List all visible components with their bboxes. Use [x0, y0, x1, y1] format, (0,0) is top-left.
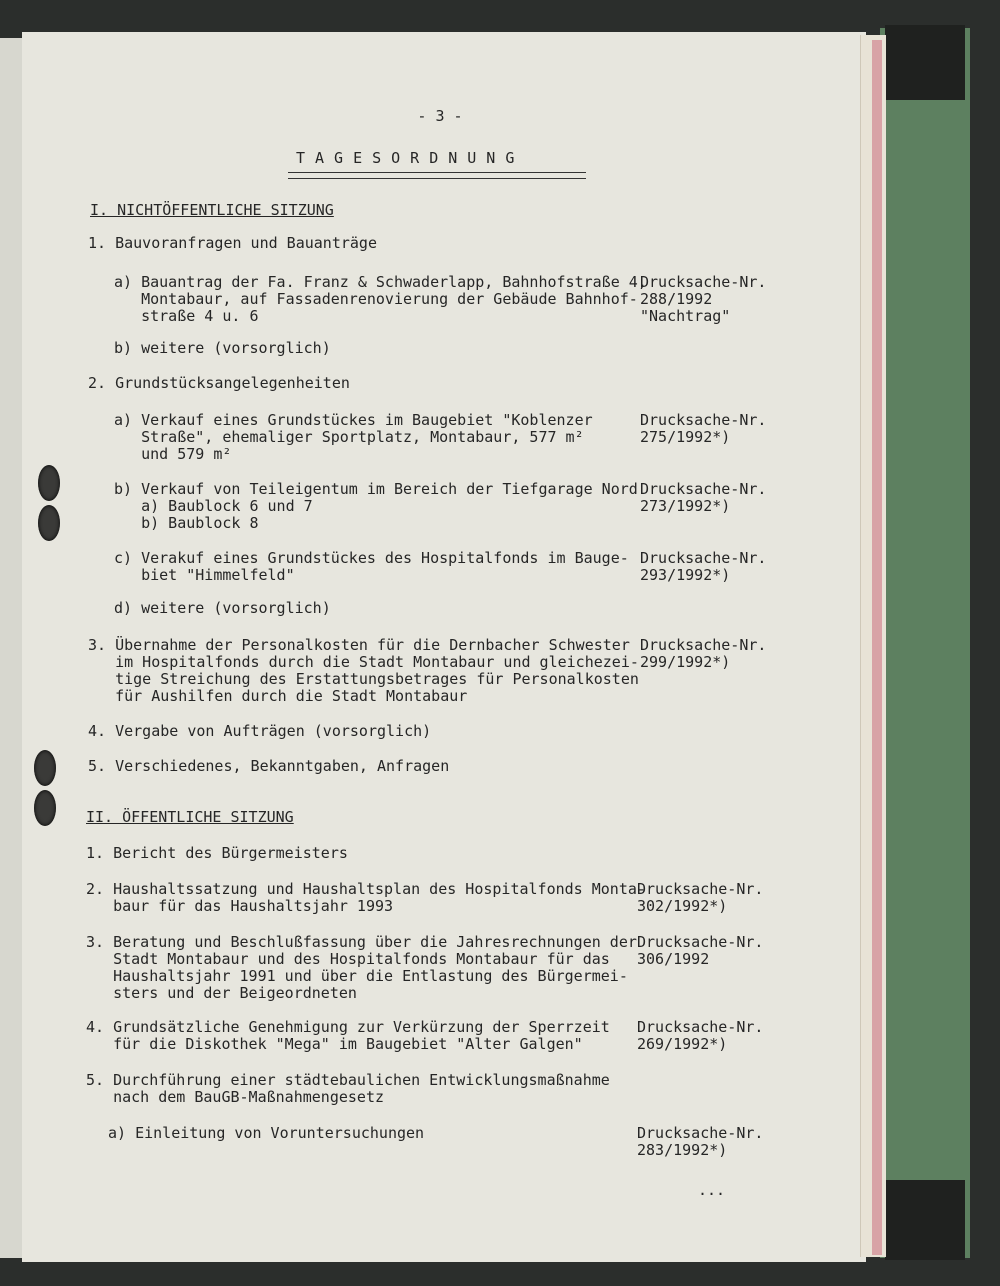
- drucksache-reference: Drucksache-Nr. 299/1992*): [640, 636, 767, 671]
- binder-cover: [880, 28, 970, 1258]
- agenda-item-text: a) Einleitung von Voruntersuchungen: [108, 1124, 425, 1142]
- section-heading: I. NICHTÖFFENTLICHE SITZUNG: [90, 201, 334, 219]
- agenda-item-text: 1. Bericht des Bürgermeisters: [86, 844, 348, 862]
- agenda-item-text: b) weitere (vorsorglich): [114, 339, 331, 357]
- agenda-item-text: 1. Bauvoranfragen und Bauanträge: [88, 234, 377, 252]
- previous-page-edge: [0, 38, 24, 1258]
- agenda-item-text: 5. Verschiedenes, Bekanntgaben, Anfragen: [88, 757, 450, 775]
- page-number: - 3 -: [417, 107, 463, 125]
- drucksache-reference: Drucksache-Nr. 273/1992*): [640, 480, 767, 515]
- drucksache-reference: Drucksache-Nr. 302/1992*): [637, 880, 764, 915]
- agenda-item-text: 4. Grundsätzliche Genehmigung zur Verkürzung der Sperrzeit für die Diskothek "Mega" im Baugebiet "Alter Galgen": [86, 1018, 610, 1053]
- punch-hole: [38, 465, 60, 501]
- page-title: TAGESORDNUNG: [296, 149, 525, 167]
- punch-hole: [38, 505, 60, 541]
- punch-hole: [34, 750, 56, 786]
- drucksache-reference: Drucksache-Nr. 288/1992 "Nachtrag": [640, 273, 767, 325]
- agenda-item-text: 3. Übernahme der Personalkosten für die Dernbacher Schwester im Hospitalfonds durch die Stadt Montabaur und gleichezei- tige Streichung des Erstattungsbetrages für Personalkosten für Aushilfen durch die Stadt Montabaur: [88, 636, 639, 705]
- agenda-item-text: d) weitere (vorsorglich): [114, 599, 331, 617]
- agenda-item-text: a) Bauantrag der Fa. Franz & Schwaderlapp, Bahnhofstraße 4, Montabaur, auf Fassadenrenovierung der Gebäude Bahnhof- straße 4 u. 6: [114, 273, 647, 325]
- drucksache-reference: Drucksache-Nr. 275/1992*): [640, 411, 767, 446]
- drucksache-reference: Drucksache-Nr. 293/1992*): [640, 549, 767, 584]
- punch-hole: [34, 790, 56, 826]
- agenda-item-text: b) Verkauf von Teileigentum im Bereich der Tiefgarage Nord a) Baublock 6 und 7 b) Baublock 8: [114, 480, 638, 532]
- agenda-item-text: 2. Haushaltssatzung und Haushaltsplan des Hospitalfonds Monta- baur für das Haushaltsjahr 1993: [86, 880, 646, 915]
- drucksache-reference: Drucksache-Nr. 283/1992*): [637, 1124, 764, 1159]
- section-heading: II. ÖFFENTLICHE SITZUNG: [86, 808, 294, 826]
- drucksache-reference: Drucksache-Nr. 306/1992: [637, 933, 764, 968]
- agenda-item-text: 3. Beratung und Beschlußfassung über die Jahresrechnungen der Stadt Montabaur und des Hospitalfonds Montabaur für das Haushaltsjahr 1991 und über die Entlastung des Bürgermei- sters und der Beigeordneten: [86, 933, 637, 1002]
- agenda-item-text: c) Verakuf eines Grundstückes des Hospitalfonds im Bauge- biet "Himmelfeld": [114, 549, 629, 584]
- drucksache-reference: Drucksache-Nr. 269/1992*): [637, 1018, 764, 1053]
- divider-edge: [872, 40, 882, 1255]
- agenda-item-text: 5. Durchführung einer städtebaulichen Entwicklungsmaßnahme nach dem BauGB-Maßnahmengesetz: [86, 1071, 610, 1106]
- agenda-item-text: 2. Grundstücksangelegenheiten: [88, 374, 350, 392]
- continuation-mark: ...: [698, 1181, 726, 1199]
- binder-corner-bottom: [885, 1180, 965, 1260]
- agenda-item-text: a) Verkauf eines Grundstückes im Baugebiet "Koblenzer Straße", ehemaliger Sportplatz, Montabaur, 577 m² und 579 m²: [114, 411, 593, 463]
- binder-corner-top: [885, 25, 965, 100]
- agenda-item-text: 4. Vergabe von Aufträgen (vorsorglich): [88, 722, 432, 740]
- title-double-underline: [288, 172, 586, 179]
